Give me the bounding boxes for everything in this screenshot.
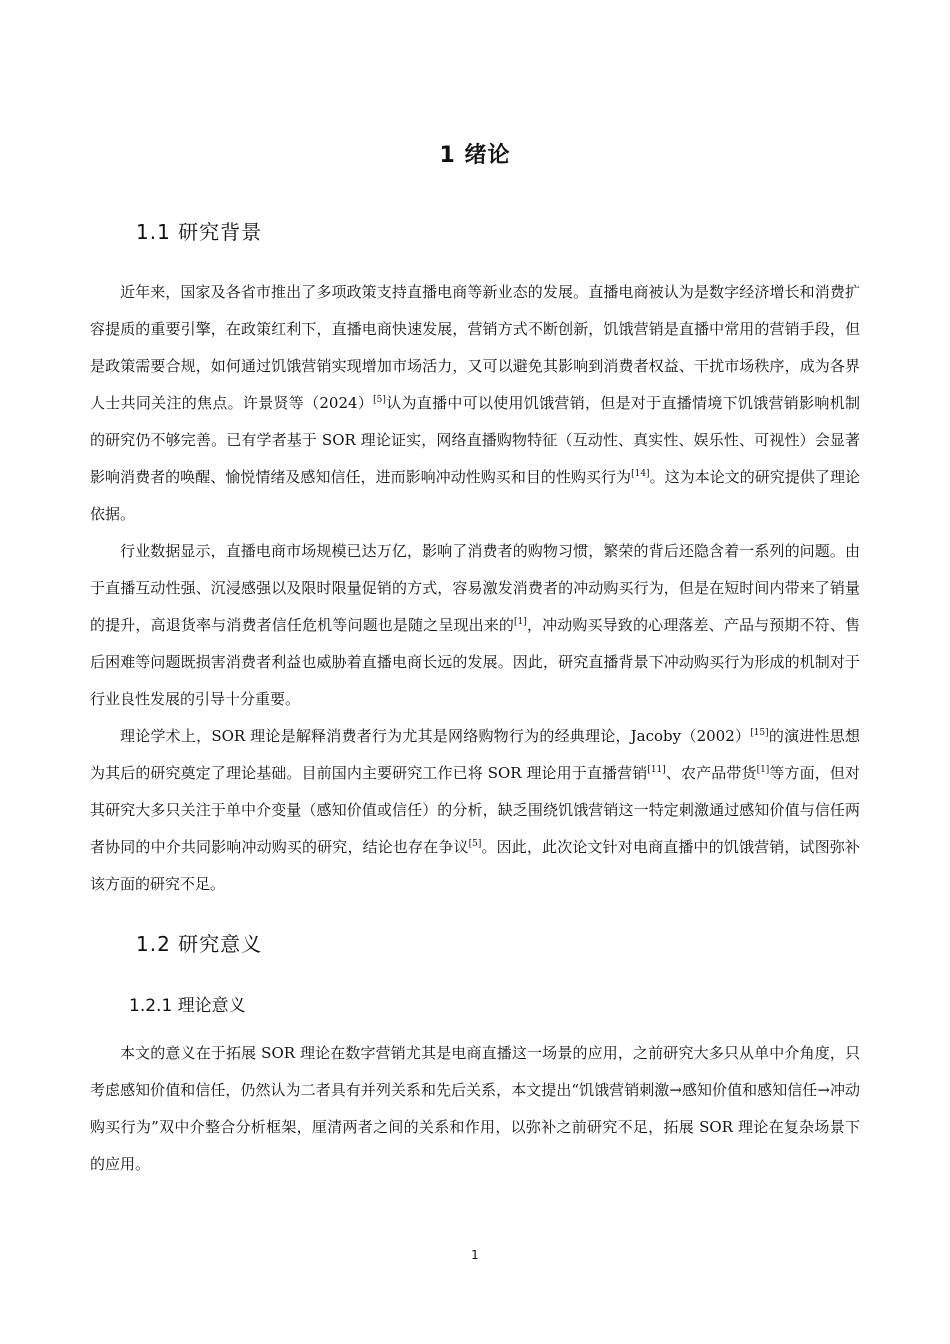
paragraph-background-3 (90, 718, 860, 903)
paragraph-text: 理论学术上，SOR 理论是解释消费者行为尤其是网络购物行为的经典理论，Jacoby（2002） (120, 727, 751, 745)
citation-5b: [5] (468, 839, 482, 849)
paragraph-theory-significance: 本文的意义在于拓展 SOR 理论在数字营销尤其是电商直播这一场景的应用，之前研究大多只从单中介角度，只考虑感知价值和信任，仍然认为二者具有并列关系和先后关系，本文提出“饥饿营销刺激→感知价值和感知信任→冲动购买行为”双中介整合分析框架，厘清两者之间的关系和作用，以弥补之前研究不足，拓展 SOR 理论在复杂场景下的应用。 (90, 1044, 860, 1173)
paragraph-text: 近年来，国家及各省市推出了多项政策支持直播电商等新业态的发展。直播电商被认为是数字经济增长和消费扩容提质的重要引擎，在政策红利下，直播电商快速发展，营销方式不断创新，饥饿营销是直播中常用的营销手段，但是政策需要合规，如何通过饥饿营销实现增加市场活力，又可以避免其影响到消费者权益、干扰市场秩序，成为各界人士共同关注的焦点。许景贤等（2024） (90, 283, 860, 412)
citation-15: [15] (750, 728, 769, 738)
paragraph-text: 等方面，但对其研究大多只关注于单中介变量（感知价值或信任）的分析，缺乏围绕饥饿营销这一特定刺激通过感知价值与信任两者协同的中介共同影响冲动购买的研究，结论也存在争议 (90, 764, 860, 856)
paragraph-text: 认为直播中可以使用饥饿营销，但是对于直播情境下饥饿营销影响机制的研究仍不够完善。已有学者基于 SOR 理论证实，网络直播购物特征（互动性、真实性、娱乐性、可视性）会显著影响消费者的唤醒、愉悦情绪及感知信任，进而影响冲动性购买和目的性购买行为 (90, 394, 860, 486)
paragraph-background-2 (90, 533, 860, 718)
section-heading-1-2: 1.2 研究意义 (136, 932, 263, 956)
section-heading-1-1: 1.1 研究背景 (136, 220, 263, 244)
citation-1b: [1] (756, 765, 770, 775)
subsection-heading-1-2-1: 1.2.1 理论意义 (129, 996, 246, 1016)
paragraph-text: 行业数据显示，直播电商市场规模已达万亿，影响了消费者的购物习惯，繁荣的背后还隐含着一系列的问题。由于直播互动性强、沉浸感强以及限时限量促销的方式，容易激发消费者的冲动购买行为，但是在短时间内带来了销量的提升，高退货率与消费者信任危机等问题也是随之呈现出来的 (90, 542, 860, 634)
paragraph-text: ，冲动购买导致的心理落差、产品与预期不符、售后困难等问题既损害消费者利益也威胁着直播电商长远的发展。因此，研究直播背景下冲动购买行为形成的机制对于行业良性发展的引导十分重要。 (90, 616, 860, 708)
paragraph-text: 。这为本论文的研究提供了理论依据。 (90, 468, 860, 523)
citation-5: [5] (373, 395, 386, 405)
citation-14: [14] (631, 469, 650, 479)
paragraph-text: 的演进性思想为其后的研究奠定了理论基础。目前国内主要研究工作已将 SOR 理论用于直播营销 (90, 727, 860, 782)
paragraph-background-1 (90, 274, 860, 533)
chapter-title: 1 绪论 (439, 143, 511, 168)
citation-1: [1] (514, 617, 527, 627)
paragraph-text: 、农产品带货 (665, 764, 757, 782)
page-number: 1 (471, 1248, 479, 1262)
citation-11: [11] (647, 765, 666, 775)
paragraph-text: 。因此，此次论文针对电商直播中的饥饿营销，试图弥补该方面的研究不足。 (90, 838, 860, 893)
